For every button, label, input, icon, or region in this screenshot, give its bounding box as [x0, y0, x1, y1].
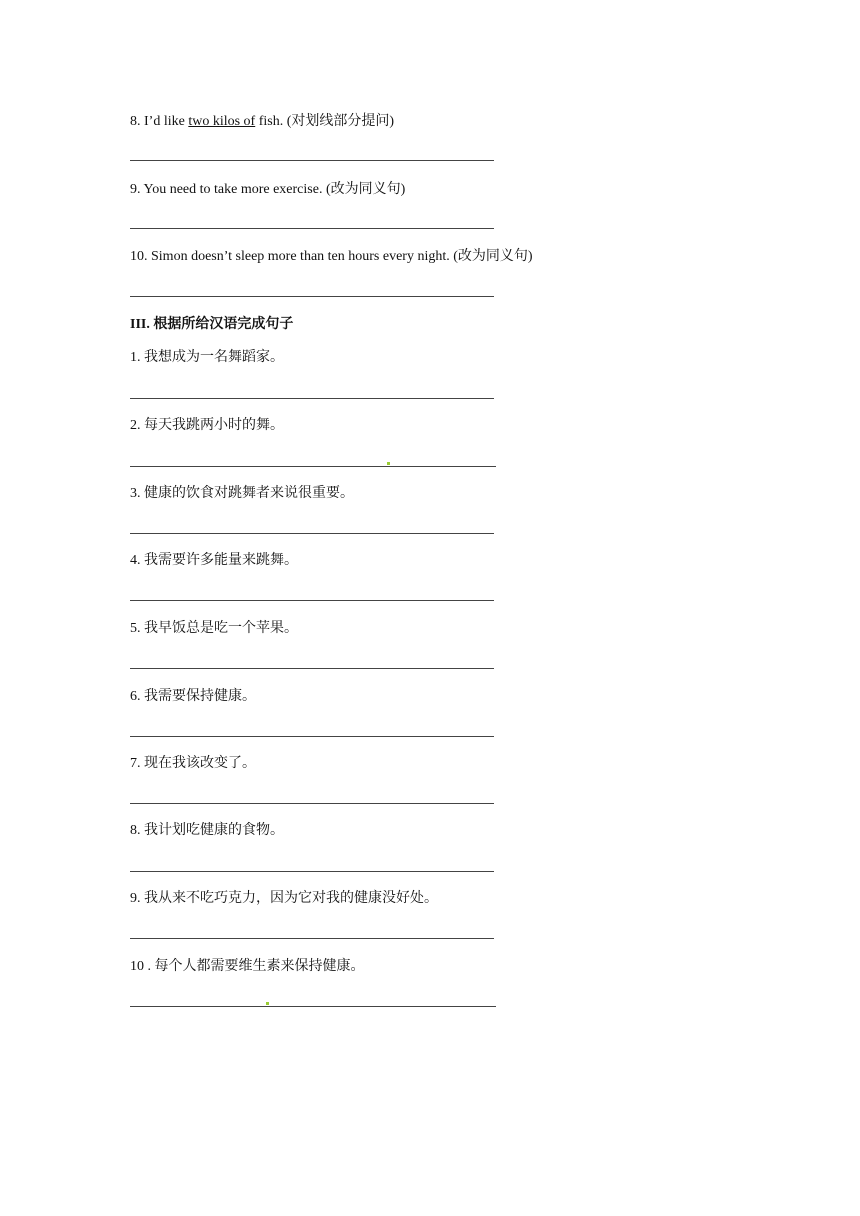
translate-answer-line-10[interactable]	[130, 1006, 496, 1007]
question-9	[130, 181, 405, 199]
edit-mark	[266, 1002, 269, 1005]
translate-answer-line-5[interactable]	[130, 668, 494, 669]
answer-line-8[interactable]	[130, 160, 494, 161]
translate-answer-line-1[interactable]	[130, 398, 494, 399]
answer-line-9[interactable]	[130, 228, 494, 229]
translate-item-2: 2. 每天我跳两小时的舞。	[130, 418, 284, 433]
translate-answer-line-9[interactable]	[130, 938, 494, 939]
translate-answer-line-4[interactable]	[130, 600, 494, 601]
section-3-heading: III. 根据所给汉语完成句子	[130, 317, 294, 332]
answer-line-10[interactable]	[130, 296, 494, 297]
translate-answer-line-3[interactable]	[130, 533, 494, 534]
question-8-underlined: two kilos of	[188, 114, 256, 129]
question-9-text: 9. You need to take more exercise. (改为同义句)	[130, 182, 406, 197]
question-8-instruction: fish. (对划线部分提问)	[255, 114, 395, 129]
translate-answer-line-2[interactable]	[130, 466, 496, 467]
question-8-text: 8. I’d like	[130, 114, 189, 129]
translate-answer-line-6[interactable]	[130, 736, 494, 737]
translate-item-9: 9. 我从来不吃巧克力，因为它对我的健康没好处。	[130, 891, 438, 906]
translate-item-6: 6. 我需要保持健康。	[130, 689, 256, 704]
translate-item-4: 4. 我需要许多能量来跳舞。	[130, 553, 298, 568]
translate-item-8: 8. 我计划吃健康的食物。	[130, 823, 284, 838]
question-10	[130, 248, 533, 266]
translate-item-10: 10 . 每个人都需要维生素来保持健康。	[130, 959, 365, 974]
question-8	[130, 113, 394, 131]
edit-mark	[387, 462, 390, 465]
translate-item-3: 3. 健康的饮食对跳舞者来说很重要。	[130, 486, 354, 501]
translate-item-7: 7. 现在我该改变了。	[130, 756, 256, 771]
translate-answer-line-7[interactable]	[130, 803, 494, 804]
translate-item-1: 1. 我想成为一名舞蹈家。	[130, 350, 284, 365]
translate-item-5: 5. 我早饭总是吃一个苹果。	[130, 621, 298, 636]
question-10-text: 10. Simon doesn’t sleep more than ten hours every night. (改为同义句)	[130, 249, 533, 264]
translate-answer-line-8[interactable]	[130, 871, 494, 872]
